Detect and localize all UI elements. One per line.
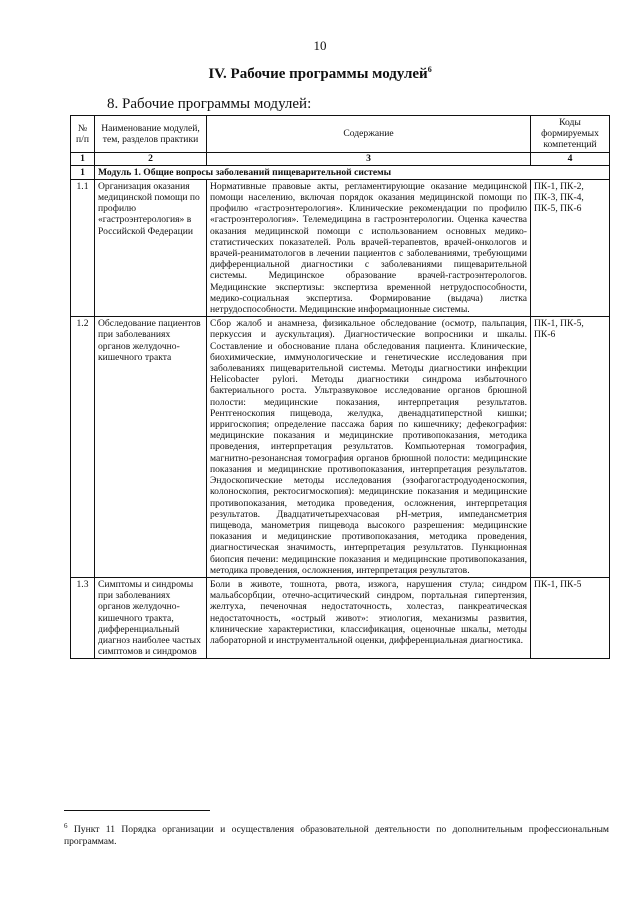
footnote-mark: 6	[64, 822, 68, 830]
row-name: Организация оказания медицинской помощи по профилю «гастроэнтерология» в Российской Федерации	[95, 179, 207, 316]
row-codes: ПК-1, ПК-5, ПК-6	[531, 317, 610, 578]
table-row	[71, 317, 610, 578]
table-row	[71, 577, 610, 658]
section-heading	[0, 65, 640, 83]
table-row	[71, 179, 610, 316]
row-content: Боли в животе, тошнота, рвота, изжога, нарушения стула; синдром мальабсорбции, отечно-асцитический синдром, портальная гипертензия, желтуха, печеночная недостаточность, холестаз, панкреатическая недостаточность, «острый живот»: этиология, механизмы развития, клинические характеристики, классификация, оценочные шкалы, методы лабораторной и инструментальной оценки, дифференциальная диагностика.	[207, 577, 531, 658]
header-codes: Коды формируемых компетенций	[531, 116, 610, 153]
row-num: 1.2	[71, 317, 95, 578]
module-num: 1	[71, 165, 95, 179]
table-header-row	[71, 116, 610, 153]
row-num: 1.1	[71, 179, 95, 316]
footnote	[64, 820, 609, 848]
index-codes: 4	[531, 152, 610, 165]
row-name: Симптомы и синдромы при заболеваниях органов желудочно-кишечного тракта, дифференциальный диагноз наиболее частых симптомов и синдромов	[95, 577, 207, 658]
row-content: Сбор жалоб и анамнеза, физикальное обследование (осмотр, пальпация, перкуссия и аускультация). Диагностические вопросники и шкалы. Составление и обоснование плана обследования пациента. Клинические, биохимические, иммунологические и генетические исследования при заболеваниях пищеварительной системы. Методы диагностики инфекции Helicobacter pylori. Методы диагностики синдрома избыточного бактериального роста. Ультразвуковое исследование органов брюшной полости: медицинские показания, интерпретация результатов. Рентгеноскопия пищевода, желудка, двенадцатиперстной кишки; ирригоскопия; определение пассажа бария по кишечнику; дефекография: медицинские показания и медицинские противопоказания, методика проведения, интерпретация результатов. Компьютерная томография, магнитно-резонансная томография органов брюшной полости: медицинские показания и медицинские противопоказания, интерпретация результатов. Эндоскопические методы исследования (эзофагогастродуоденоскопия, колоноскопия, ректосигмоскопия): медицинские показания и медицинские противопоказания, методика проведения, осложнения, интерпретация результатов. Двадцатичетырехчасовая pH-метрия, импедансметрия пищевода, манометрия пищевода высокого разрешения: медицинские показания и медицинские противопоказания, методика проведения, диагностическая значимость, интерпретация результатов. Пункционная биопсия печени: медицинские показания и медицинские противопоказания, методика проведения, осложнения, интерпретация результатов.	[207, 317, 531, 578]
index-num: 1	[71, 152, 95, 165]
module-row	[71, 165, 610, 179]
index-content: 3	[207, 152, 531, 165]
header-num: № п/п	[71, 116, 95, 153]
footnote-divider	[64, 810, 210, 811]
module-title: Модуль 1. Общие вопросы заболеваний пищеварительной системы	[95, 165, 610, 179]
row-name: Обследование пациентов при заболеваниях органов желудочно-кишечного тракта	[95, 317, 207, 578]
row-codes: ПК-1, ПК-5	[531, 577, 610, 658]
work-programs-table	[70, 115, 610, 659]
heading-footnote-mark: 6	[427, 65, 432, 74]
row-codes: ПК-1, ПК-2, ПК-3, ПК-4, ПК-5, ПК-6	[531, 179, 610, 316]
table-index-row	[71, 152, 610, 165]
footnote-text: Пункт 11 Порядка организации и осуществления образовательной деятельности по дополнительным профессиональным программам.	[64, 824, 609, 848]
subsection-heading: 8. Рабочие программы модулей:	[107, 96, 312, 112]
header-content: Содержание	[207, 116, 531, 153]
row-num: 1.3	[71, 577, 95, 658]
row-content: Нормативные правовые акты, регламентирующие оказание медицинской помощи населению, включая порядок оказания медицинской помощи по профилю «гастроэнтерология». Клинические рекомендации по профилю «гастроэнтерология». Телемедицина в гастроэнтерологии. Оценка качества оказания медицинской помощи с использованием основных медико-статистических показателей. Роль врачей-терапевтов, врачей-онкологов и врачей-реаниматологов в лечении пациентов с заболеваниями, требующими дифференциальной диагностики с заболеваниями пищеварительной системы. Медицинское образование врачей-гастроэнтерологов. Медицинские экспертизы: экспертиза временной нетрудоспособности, медико-социальная экспертиза. Формирование (выдача) листка нетрудоспособности. Медицинские информационные системы.	[207, 179, 531, 316]
index-name: 2	[95, 152, 207, 165]
page-number: 10	[313, 38, 327, 53]
header-name: Наименование модулей, тем, разделов практики	[95, 116, 207, 153]
section-heading-text: IV. Рабочие программы модулей	[208, 66, 428, 82]
